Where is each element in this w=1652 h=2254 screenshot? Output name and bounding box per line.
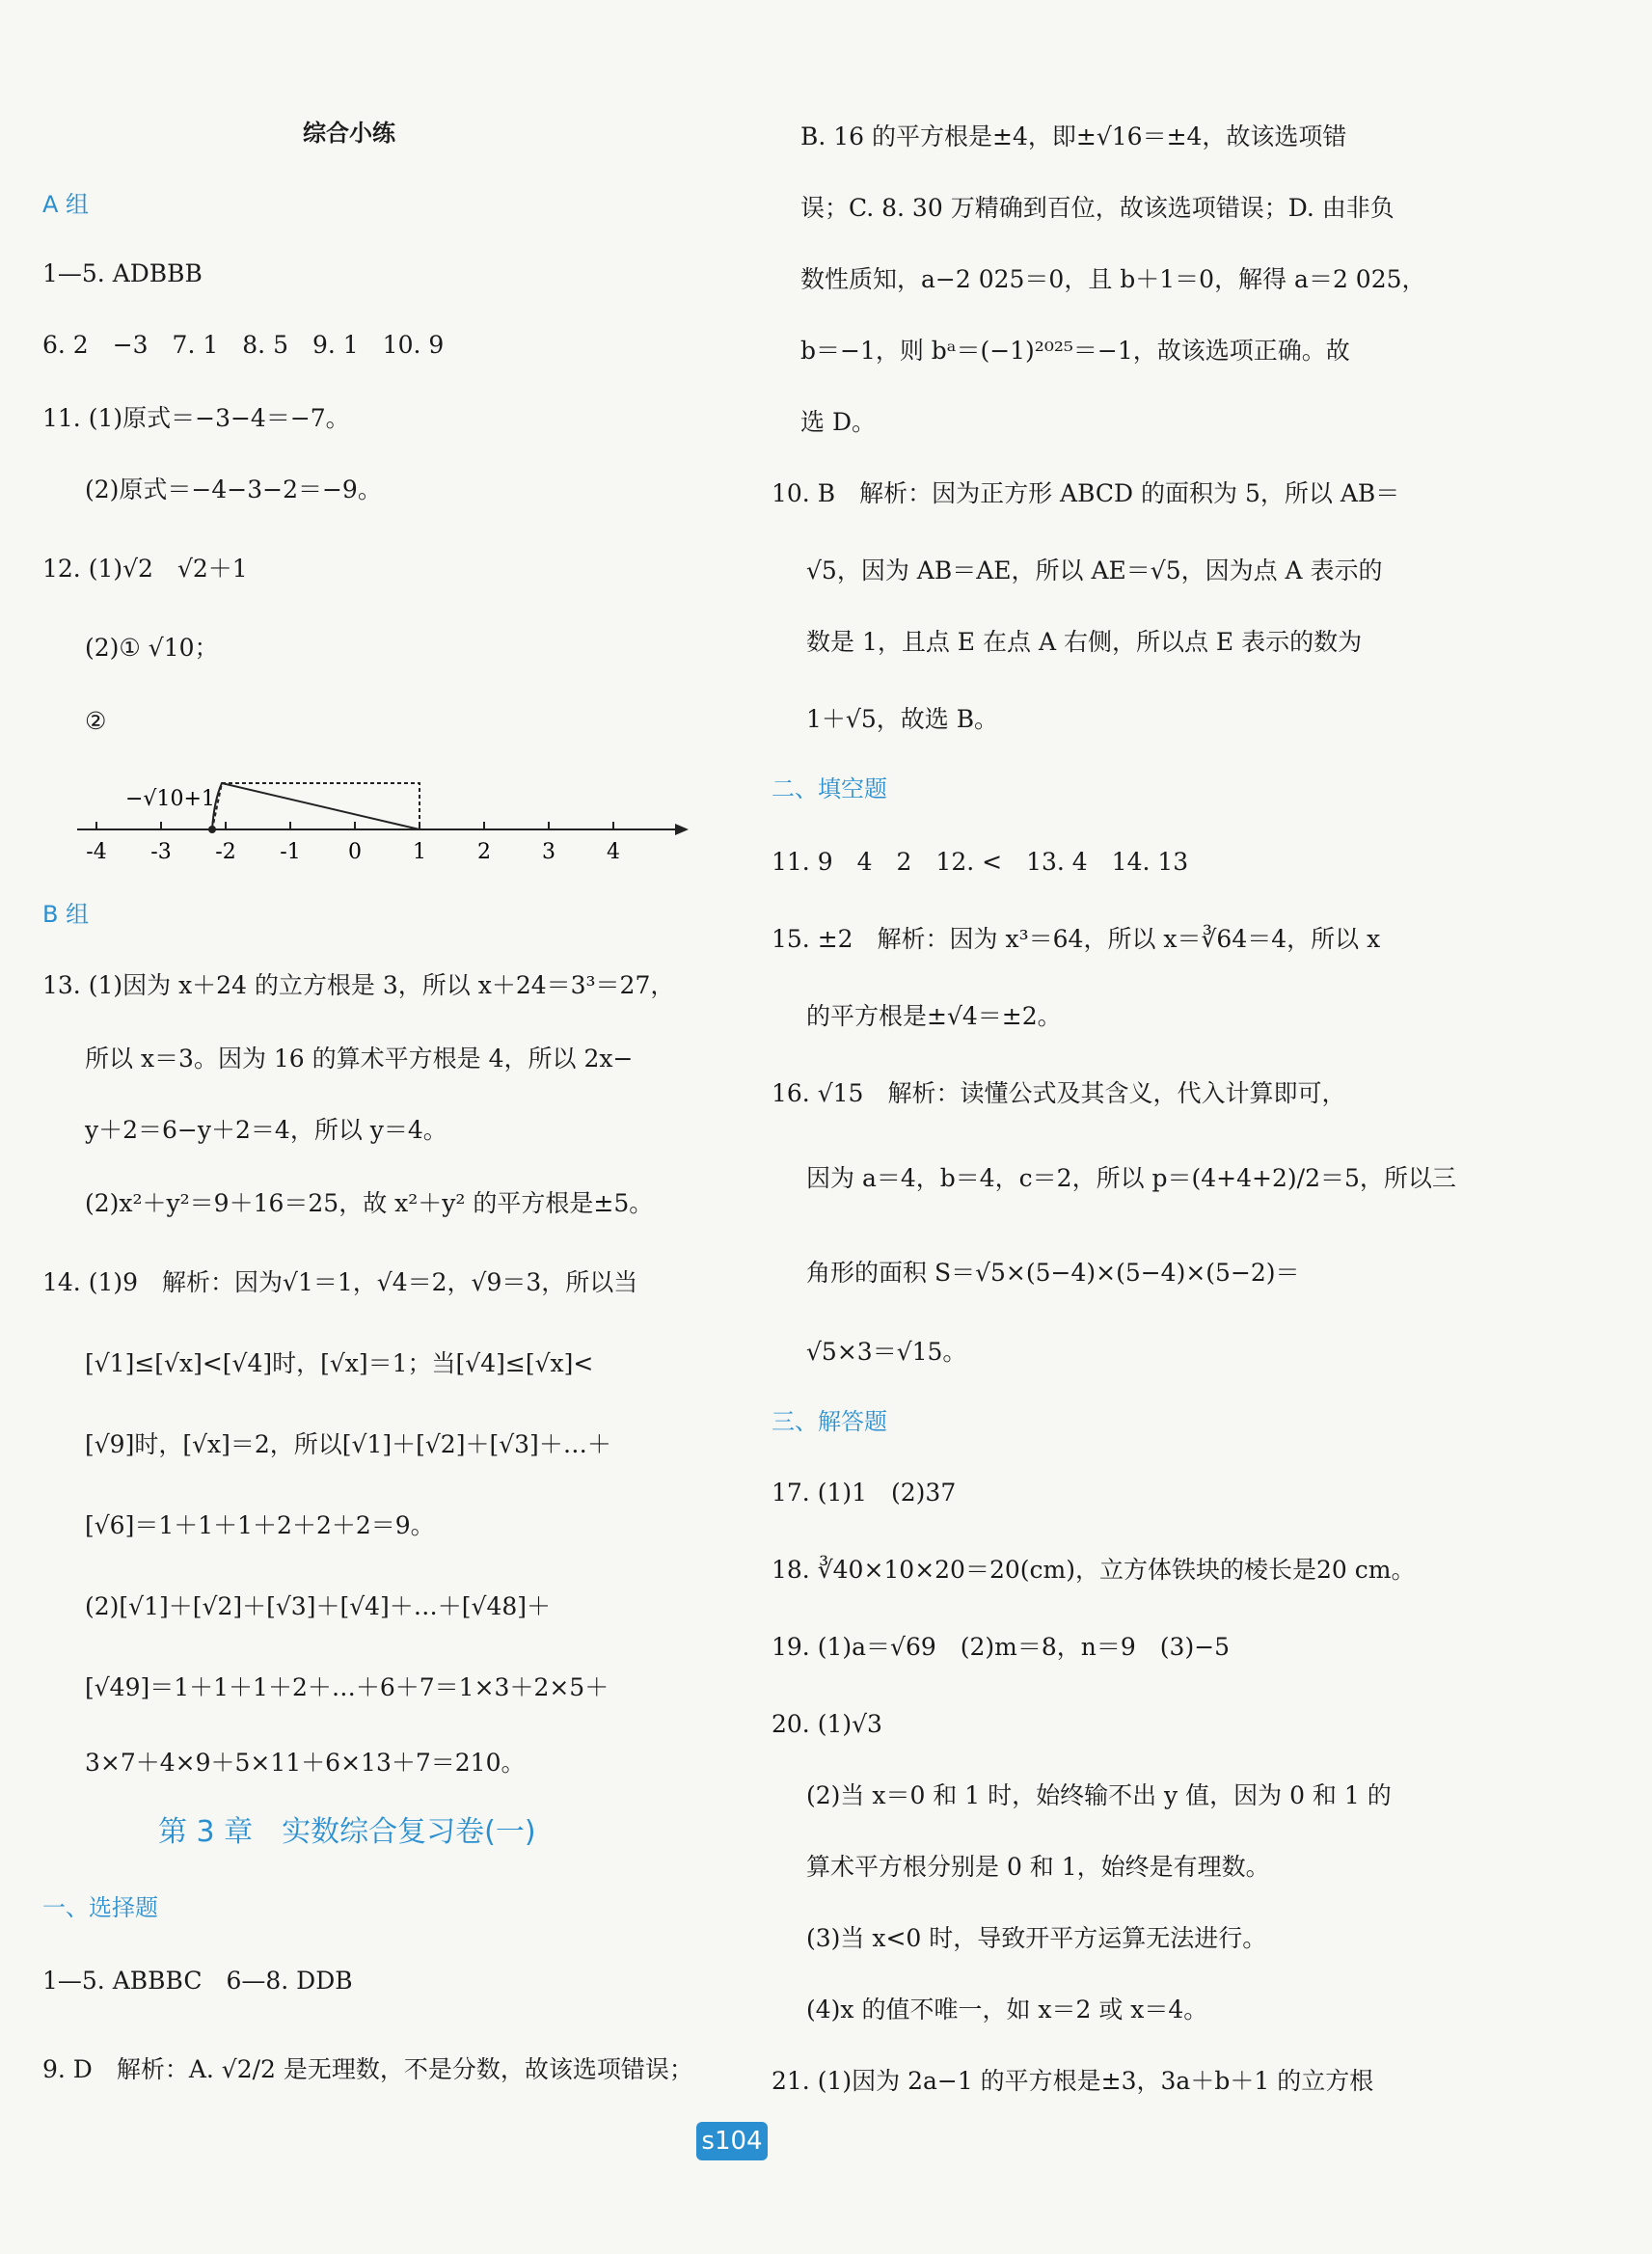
answer-line: 误；C. 8. 30 万精确到百位，故该选项错误；D. 由非负: [800, 194, 1395, 222]
answer-line: (3)当 x<0 时，导致开平方运算无法进行。: [806, 1924, 1267, 1952]
section-title: 综合小练: [303, 120, 395, 147]
section-heading: 三、解答题: [772, 1408, 887, 1435]
answer-line: 选 D。: [800, 408, 876, 436]
tick-label: 2: [477, 840, 491, 864]
answer-line: (4)x 的值不唯一，如 x＝2 或 x＝4。: [806, 1996, 1208, 2023]
answer-line: 19. (1)a＝√69 (2)m＝8，n＝9 (3)−5: [772, 1633, 1231, 1661]
answer-line: [√49]＝1＋1＋1＋2＋…＋6＋7＝1×3＋2×5＋: [85, 1673, 609, 1701]
tick-label: -2: [215, 840, 236, 864]
answer-line: 14. (1)9 解析：因为√1＝1，√4＝2，√9＝3，所以当: [42, 1268, 638, 1296]
answer-line: 1—5. ABBBC 6—8. DDB: [42, 1967, 353, 1995]
answer-line: 16. √15 解析：读懂公式及其含义，代入计算即可，: [772, 1079, 1346, 1107]
number-line-figure: [77, 772, 723, 868]
section-heading: 一、选择题: [42, 1894, 158, 1921]
group-a-heading: A 组: [42, 191, 90, 218]
answer-line: 1—5. ADBBB: [42, 259, 203, 287]
answer-line: 13. (1)因为 x＋24 的立方根是 3，所以 x＋24＝3³＝27，: [42, 971, 675, 999]
answer-line: 10. B 解析：因为正方形 ABCD 的面积为 5，所以 AB＝: [772, 479, 1400, 507]
answer-line: 的平方根是±√4＝±2。: [806, 1002, 1062, 1030]
answer-line: 算术平方根分别是 0 和 1，始终是有理数。: [806, 1853, 1270, 1881]
answer-line: 12. (1)√2 √2＋1: [42, 555, 248, 583]
tick-label: 4: [607, 840, 620, 864]
answer-line: 所以 x＝3。因为 16 的算术平方根是 4，所以 2x−: [85, 1045, 634, 1073]
tick-label: 1: [413, 840, 426, 864]
answer-line: 因为 a＝4，b＝4，c＝2，所以 p＝(4+4+2)/2＝5，所以三: [806, 1164, 1456, 1192]
tick-label: -1: [280, 840, 301, 864]
answer-line: b＝−1，则 bᵃ＝(−1)²⁰²⁵＝−1，故该选项正确。故: [800, 337, 1350, 365]
answer-line: √5×3＝√15。: [806, 1338, 967, 1366]
answer-line: 11. 9 4 2 12. < 13. 4 14. 13: [772, 848, 1189, 876]
answer-line: (2)当 x＝0 和 1 时，始终输不出 y 值，因为 0 和 1 的: [806, 1781, 1392, 1809]
answer-line: (2)原式＝−4−3−2＝−9。: [85, 475, 382, 503]
number-line-label: −√10+1: [125, 787, 215, 811]
tick-label: 0: [348, 840, 362, 864]
answer-line: 数性质知，a−2 025＝0，且 b＋1＝0，解得 a＝2 025，: [800, 265, 1426, 293]
tick-label: 3: [542, 840, 555, 864]
answer-line: 3×7＋4×9＋5×11＋6×13＋7＝210。: [85, 1749, 526, 1777]
answer-line: 21. (1)因为 2a−1 的平方根是±3，3a＋b＋1 的立方根: [772, 2067, 1374, 2095]
answer-line: (2)x²＋y²＝9＋16＝25，故 x²＋y² 的平方根是±5。: [85, 1189, 654, 1217]
answer-line: ②: [85, 707, 107, 735]
answer-line: [√1]≤[√x]<[√4]时，[√x]＝1；当[√4]≤[√x]<: [85, 1349, 594, 1377]
answer-line: [√6]＝1＋1＋1＋2＋2＋2＝9。: [85, 1511, 435, 1539]
tick-label: -3: [150, 840, 172, 864]
answer-line: 6. 2 −3 7. 1 8. 5 9. 1 10. 9: [42, 331, 445, 359]
answer-line: (2)① √10；: [85, 634, 219, 662]
answer-line: 20. (1)√3: [772, 1710, 882, 1738]
answer-line: [√9]时，[√x]＝2，所以[√1]＋[√2]＋[√3]＋…＋: [85, 1430, 611, 1458]
section-heading: 二、填空题: [772, 775, 887, 802]
chapter-heading: 第 3 章 实数综合复习卷(一): [158, 1815, 536, 1849]
answer-line: 9. D 解析：A. √2/2 是无理数，不是分数，故该选项错误；: [42, 2055, 693, 2083]
answer-line: 数是 1，且点 E 在点 A 右侧，所以点 E 表示的数为: [806, 628, 1363, 656]
answer-line: √5，因为 AB＝AE，所以 AE＝√5，因为点 A 表示的: [806, 557, 1383, 584]
answer-line: 角形的面积 S＝√5×(5−4)×(5−4)×(5−2)＝: [806, 1259, 1300, 1287]
page-number-badge: s104: [696, 2122, 768, 2160]
answer-line: 18. ∛40×10×20＝20(cm)，立方体铁块的棱长是20 cm。: [772, 1556, 1416, 1584]
group-b-heading: B 组: [42, 901, 90, 928]
answer-line: 15. ±2 解析：因为 x³＝64，所以 x＝∛64＝4，所以 x: [772, 925, 1381, 953]
answer-line: y＋2＝6−y＋2＝4，所以 y＝4。: [85, 1116, 447, 1144]
answer-line: 1＋√5，故选 B。: [806, 705, 999, 733]
answer-line: 17. (1)1 (2)37: [772, 1479, 957, 1507]
answer-line: (2)[√1]＋[√2]＋[√3]＋[√4]＋…＋[√48]＋: [85, 1592, 552, 1620]
answer-line: 11. (1)原式＝−3−4＝−7。: [42, 404, 350, 432]
point-marker: [208, 826, 216, 833]
tick-label: -4: [86, 840, 107, 864]
answer-line: B. 16 的平方根是±4，即±√16＝±4，故该选项错: [800, 122, 1347, 150]
